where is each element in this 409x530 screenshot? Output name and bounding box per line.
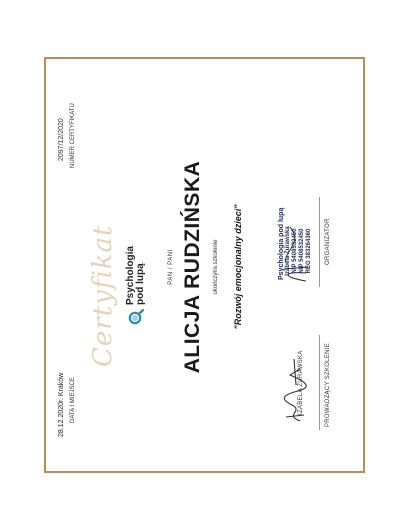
salutation: PAN / PANI (168, 249, 174, 285)
leader-label: PROWADZĄCY SZKOLENIE (325, 342, 331, 427)
stamp-line-5: REG 383264360 (306, 228, 312, 274)
logo-text (126, 246, 146, 305)
date-place-value: 28.12.2020r. Kraków (58, 372, 65, 437)
stamp-line-1: Psychologia pod lupą (278, 207, 285, 280)
certificate-number-label: NUMER CERTYFIKATU (70, 103, 76, 168)
organizer-label: ORGANIZATOR (325, 218, 331, 265)
organizer-signature-line (319, 197, 320, 287)
certificate-frame (44, 57, 365, 473)
certificate-number-value: 2097/12/2020 (58, 118, 65, 161)
logo-text-line-1: Psychologia (125, 246, 136, 305)
stamp-line-3: NIP 5408532450 (292, 228, 298, 274)
organizer-stamp (278, 207, 313, 280)
leader-name: IZABELA ŻURAWSKA (298, 350, 304, 415)
certificate-script-title: Certyfikat (88, 224, 118, 367)
leader-signature-line (319, 335, 320, 430)
course-title: "Rozwój emocjonalny dzieci" (233, 204, 243, 330)
recipient-name: ALICJA RUDZIŃSKA (181, 160, 204, 374)
certificate-content (46, 59, 367, 475)
logo-text-line-2: pod lupą (135, 263, 146, 305)
completion-text: ukończył/a szkolenie (213, 239, 219, 295)
stamp-line-4: NIP 5408532450 (299, 228, 305, 274)
magnifier-logo-icon (128, 309, 144, 325)
stamp-line-2: Izabela Żurawska (285, 226, 291, 276)
date-place-label: DATA I MIEJSCE (70, 377, 76, 423)
organizer-logo (126, 246, 146, 325)
